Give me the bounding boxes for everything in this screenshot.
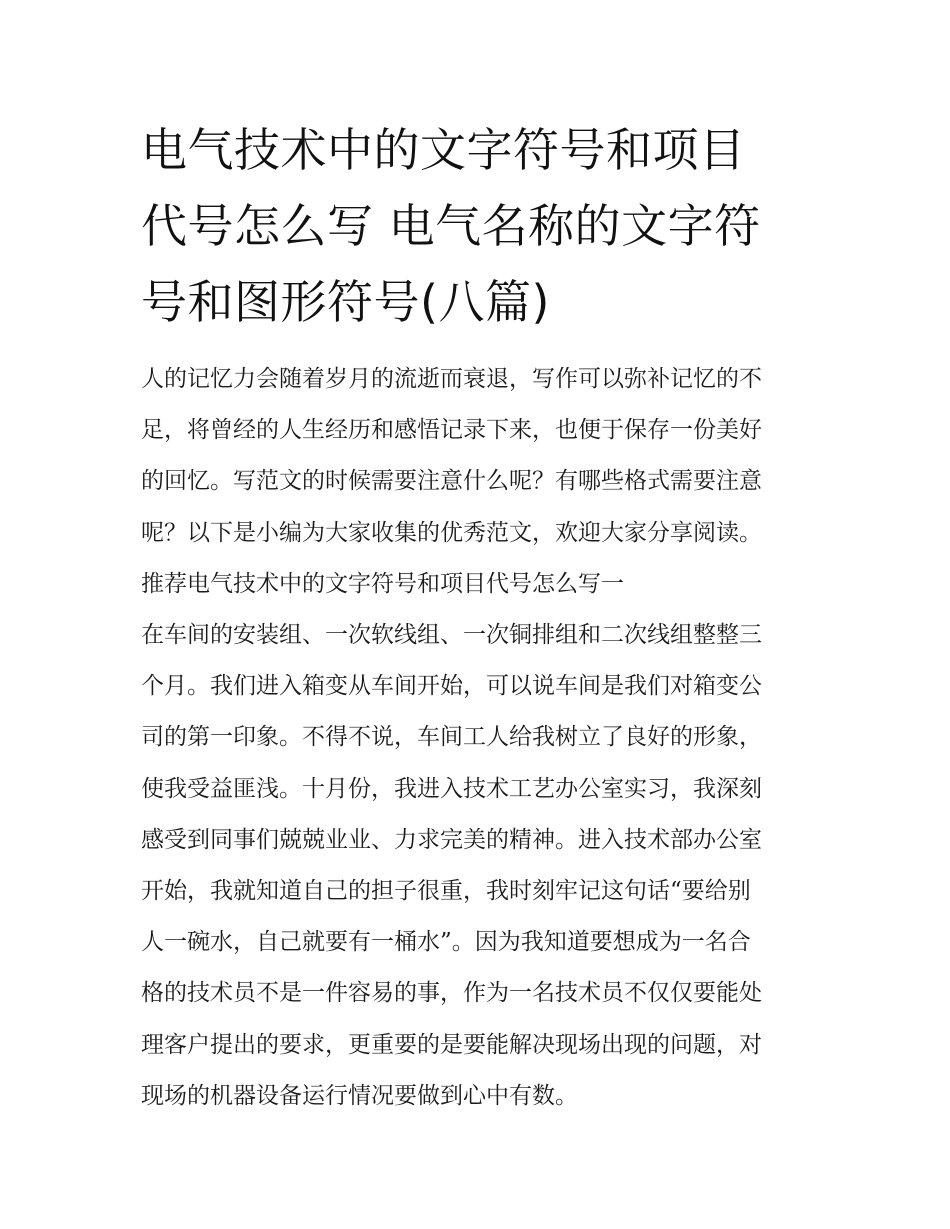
paragraph-line: 理客户提出的要求，更重要的是要能解决现场出现的问题，对 xyxy=(141,1031,762,1058)
intro-line: 足，将曾经的人生经历和感悟记录下来，也便于保存一份美好 xyxy=(141,417,762,444)
section-heading: 推荐电气技术中的文字符号和项目代号怎么写一 xyxy=(141,570,624,597)
paragraph-line: 司的第一印象。不得不说，车间工人给我树立了良好的形象， xyxy=(141,724,762,751)
paragraph-line: 在车间的安装组、一次软线组、一次铜排组和二次线组整整三 xyxy=(141,622,762,649)
intro-line: 呢？以下是小编为大家收集的优秀范文，欢迎大家分享阅读。 xyxy=(141,519,762,546)
title-line: 号和图形符号(八篇) xyxy=(141,275,550,329)
title-line: 代号怎么写 电气名称的文字符 xyxy=(141,199,761,253)
paragraph-line: 使我受益匪浅。十月份，我进入技术工艺办公室实习，我深刻 xyxy=(141,775,762,802)
paragraph-line: 格的技术员不是一件容易的事，作为一名技术员不仅仅要能处 xyxy=(141,980,762,1007)
title-line: 电气技术中的文字符号和项目 xyxy=(141,123,746,177)
paragraph-line: 个月。我们进入箱变从车间开始，可以说车间是我们对箱变公 xyxy=(141,673,762,700)
document-body xyxy=(141,354,821,1122)
paragraph-line: 开始，我就知道自己的担子很重，我时刻牢记这句话“要给别 xyxy=(141,878,751,905)
paragraph-line: 感受到同事们兢兢业业、力求完美的精神。进入技术部办公室 xyxy=(141,826,762,853)
document-title xyxy=(141,112,821,340)
paragraph-line: 人一碗水，自己就要有一桶水”。因为我知道要想成为一名合 xyxy=(141,929,751,956)
paragraph-line: 现场的机器设备运行情况要做到心中有数。 xyxy=(141,1082,578,1109)
intro-line: 的回忆。写范文的时候需要注意什么呢？有哪些格式需要注意 xyxy=(141,468,762,495)
intro-line: 人的记忆力会随着岁月的流逝而衰退，写作可以弥补记忆的不 xyxy=(141,366,762,392)
